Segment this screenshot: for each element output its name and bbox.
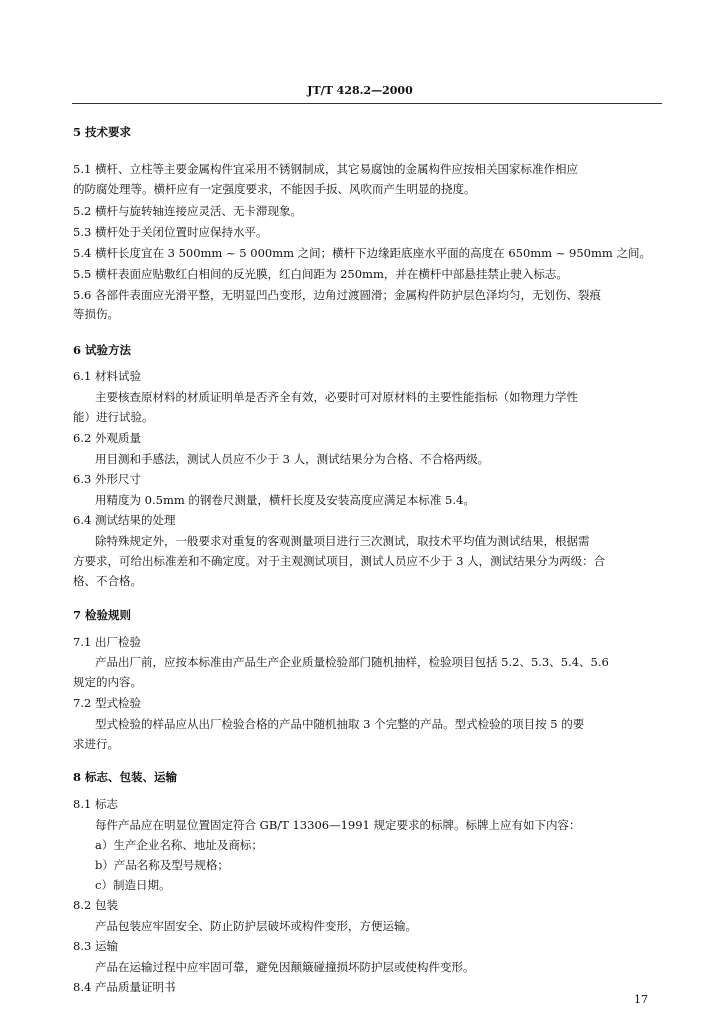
- text-line: 能）进行试验。: [73, 410, 154, 424]
- text-line: 5.6 各部件表面应光滑平整，无明显凹凸变形，边角过渡圆滑；金属构件防护层色泽均匀，无划伤、裂痕: [73, 288, 601, 302]
- text-line: 6.4 测试结果的处理: [73, 513, 176, 527]
- text-line: 6.1 材料试验: [73, 369, 141, 383]
- text-line: 6.2 外观质量: [73, 431, 141, 445]
- text-line: 5.3 横杆处于关闭位置时应保持水平。: [73, 225, 268, 239]
- text-line: a）生产企业名称、地址及商标；: [95, 838, 263, 852]
- section-heading: 7 检验规则: [73, 608, 132, 622]
- text-line: 主要核查原材料的材质证明单是否齐全有效，必要时可对原材料的主要性能指标（如物理力学性: [95, 390, 578, 404]
- text-line: 7.1 出厂检验: [73, 635, 141, 649]
- text-line: 8.1 标志: [73, 797, 118, 811]
- text-line: b）产品名称及型号规格；: [95, 858, 229, 872]
- text-line: 产品包装应牢固安全、防止防护层破坏或构件变形，方便运输。: [95, 919, 417, 933]
- text-line: 用目测和手感法，测试人员应不少于 3 人，测试结果分为合格、不合格两级。: [95, 452, 490, 466]
- text-line: 8.4 产品质量证明书: [73, 980, 176, 994]
- text-line: 除特殊规定外，一般要求对重复的客观测量项目进行三次测试，取技术平均值为测试结果，根据需: [95, 534, 590, 548]
- text-line: 型式检验的样品应从出厂检验合格的产品中随机抽取 3 个完整的产品。型式检验的项目按 5 的要: [95, 717, 585, 731]
- text-line: 7.2 型式检验: [73, 696, 141, 710]
- page-number: 17: [634, 993, 648, 1006]
- text-line: 的防腐处理等。横杆应有一定强度要求，不能因手扳、风吹而产生明显的挠度。: [73, 182, 476, 196]
- text-line: 5.2 横杆与旋转轴连接应灵活、无卡滞现象。: [73, 204, 302, 218]
- text-line: 5.4 横杆长度宜在 3 500mm ~ 5 000mm 之间；横杆下边缘距底座水平面的高度在 650mm ~ 950mm 之间。: [73, 246, 651, 260]
- text-line: 8.3 运输: [73, 939, 118, 953]
- text-line: 产品在运输过程中应牢固可靠，避免因颠簸碰撞损坏防护层或使构件变形。: [95, 960, 475, 974]
- document-header: JT/T 428.2—2000: [307, 84, 413, 97]
- text-line: 用精度为 0.5mm 的钢卷尺测量，横杆长度及安装高度应满足本标准 5.4。: [95, 493, 475, 507]
- text-line: 6.3 外形尺寸: [73, 472, 141, 486]
- section-heading: 6 试验方法: [73, 343, 132, 357]
- text-line: 5.5 横杆表面应贴敷红白相间的反光膜，红白间距为 250mm，并在横杆中部悬挂禁止驶入标志。: [73, 267, 568, 281]
- header-rule: [72, 103, 662, 104]
- text-line: 方要求，可给出标准差和不确定度。对于主观测试项目，测试人员应不少于 3 人，测试结果分为两级：合: [73, 554, 606, 568]
- text-line: 等损伤。: [73, 307, 119, 321]
- text-line: 产品出厂前，应按本标准由产品生产企业质量检验部门随机抽样，检验项目包括 5.2、5.3、5.4、5.6: [95, 655, 609, 669]
- text-line: 求进行。: [73, 737, 119, 751]
- text-line: 8.2 包装: [73, 898, 118, 912]
- text-line: 5.1 横杆、立柱等主要金属构件宜采用不锈钢制成，其它易腐蚀的金属构件应按相关国家标准作相应: [73, 162, 578, 176]
- text-line: 规定的内容。: [73, 675, 142, 689]
- section-heading: 5 技术要求: [73, 125, 132, 139]
- text-line: 每件产品应在明显位置固定符合 GB/T 13306—1991 规定要求的标牌。标牌上应有如下内容：: [95, 818, 581, 832]
- section-heading: 8 标志、包装、运输: [73, 770, 178, 784]
- text-line: c）制造日期。: [95, 878, 171, 892]
- text-line: 格、不合格。: [73, 574, 142, 588]
